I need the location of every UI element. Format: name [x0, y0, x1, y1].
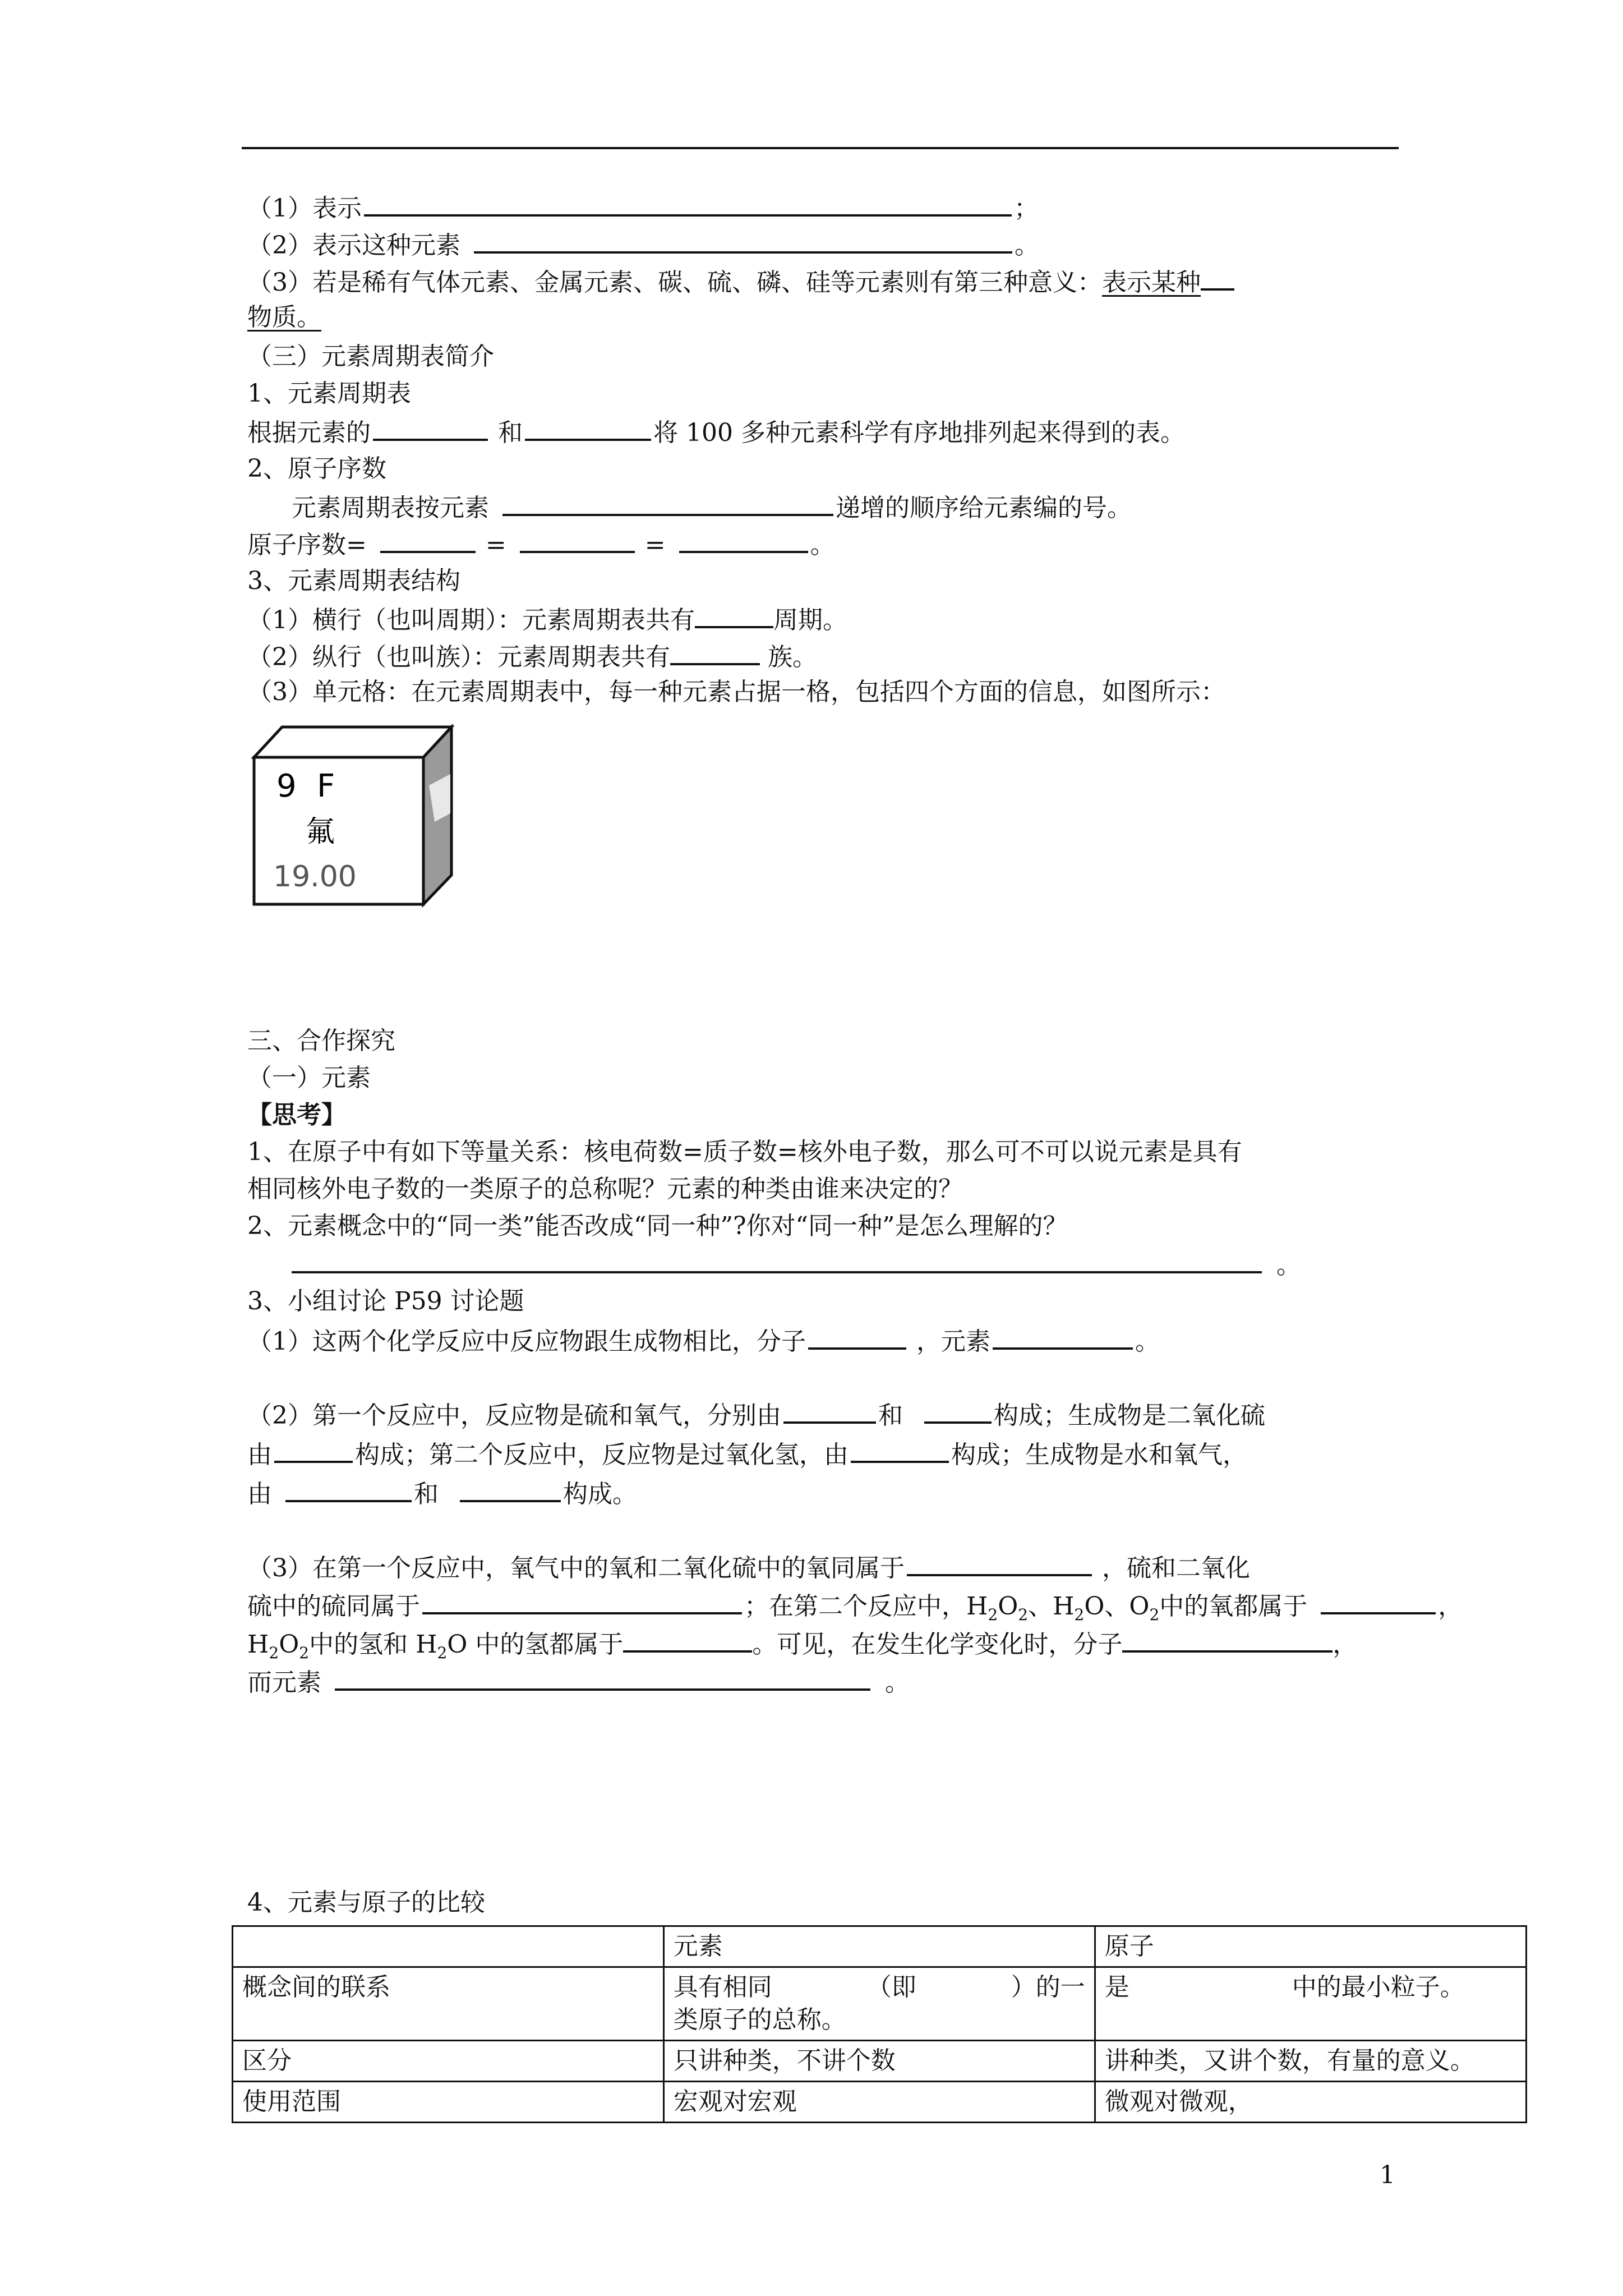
- underlined-answer: 物质。: [247, 303, 321, 332]
- label: （3）若是稀有气体元素、金属元素、碳、硫、磷、硅等元素则有第三种意义：: [247, 268, 1102, 297]
- element-tile-figure: [250, 724, 457, 909]
- label: （2）第一个反应中，反应物是硫和氧气，分别由: [247, 1401, 781, 1430]
- label: =: [485, 531, 506, 559]
- subheading: 1、元素周期表: [247, 379, 411, 408]
- label: （2）表示这种元素: [247, 231, 460, 260]
- blank[interactable]: [670, 638, 760, 665]
- label: ；在第二个反应中，H: [744, 1592, 988, 1621]
- table-cell: 只讲种类，不讲个数: [663, 2041, 1095, 2082]
- label: 周期。: [773, 606, 847, 634]
- label: （2）纵行（也叫族）：元素周期表共有: [247, 643, 670, 671]
- blank[interactable]: [851, 1436, 949, 1463]
- subscript: 2: [299, 1643, 310, 1662]
- blank[interactable]: [380, 526, 476, 553]
- subheading: 2、原子序数: [247, 454, 386, 483]
- atomic-number: 9: [276, 768, 297, 804]
- label: H: [247, 1630, 269, 1659]
- label: 和: [414, 1480, 439, 1508]
- text-line: [247, 1549, 1250, 1585]
- label: （即: [866, 1973, 916, 2001]
- label: 和: [498, 418, 523, 447]
- label: 硫中的硫同属于: [247, 1592, 420, 1621]
- text-line-1: [247, 190, 1039, 226]
- text-line: （3）单元格：在元素周期表中，每一种元素占据一格，包括四个方面的信息，如图所示：: [247, 678, 1225, 706]
- blank[interactable]: [1321, 1588, 1436, 1614]
- label: 构成；第二个反应中，反应物是过氧化氢，由: [355, 1441, 849, 1469]
- label: 构成；生成物是水和氧气，: [951, 1441, 1247, 1469]
- question-1b: 相同核外电子数的一类原子的总称呢？元素的种类由谁来决定的？: [247, 1175, 963, 1203]
- blank[interactable]: [335, 1664, 870, 1691]
- answer-line: [292, 1246, 1301, 1282]
- blank[interactable]: [924, 1397, 992, 1424]
- label: 和: [878, 1401, 903, 1430]
- subheading: 3、元素周期表结构: [247, 567, 460, 595]
- text-line: [247, 414, 1185, 450]
- blank[interactable]: [474, 227, 1012, 254]
- table-cell: 区分: [233, 2041, 664, 2082]
- label: 中的氧都属于: [1159, 1592, 1308, 1621]
- comparison-table: [232, 1925, 1527, 2123]
- table-header-cell: 原子: [1095, 1926, 1526, 1967]
- label: O: [279, 1630, 299, 1659]
- label: O 中的氢都属于: [447, 1630, 624, 1659]
- label: 具有相同: [673, 1973, 772, 2001]
- blank[interactable]: [783, 1397, 876, 1424]
- label: ，: [1332, 1630, 1358, 1659]
- text-line: [247, 601, 847, 637]
- label: =: [644, 531, 666, 559]
- blank[interactable]: [460, 1475, 561, 1502]
- text-line: [247, 1664, 910, 1700]
- subscript: 2: [988, 1605, 998, 1624]
- table-cell: [1095, 1967, 1526, 2041]
- text-line-2: [247, 227, 1039, 263]
- label: 构成。: [563, 1480, 637, 1508]
- section-heading: （三）元素周期表简介: [247, 342, 494, 371]
- subheading: （一）元素: [247, 1064, 371, 1092]
- blank[interactable]: [623, 1626, 752, 1653]
- label: 将 100 多种元素科学有序地排列起来得到的表。: [653, 418, 1185, 447]
- text-line: [247, 1436, 1247, 1472]
- table-cell: 使用范围: [233, 2082, 664, 2123]
- subscript: 2: [1018, 1605, 1029, 1624]
- table-row: [233, 2082, 1527, 2123]
- label: （3）在第一个反应中，氧气中的氧和二氧化硫中的氧同属于: [247, 1554, 905, 1582]
- label: 是: [1104, 1973, 1129, 2001]
- text-line: [247, 1323, 1160, 1359]
- table-cell: [663, 1967, 1095, 2041]
- label: 族。: [768, 643, 817, 671]
- text-line: [247, 1475, 637, 1511]
- think-heading: 【思考】: [247, 1101, 346, 1129]
- blank[interactable]: [520, 526, 635, 553]
- table-header-cell: 元素: [663, 1926, 1095, 1967]
- blank[interactable]: [502, 489, 833, 516]
- label: 。: [885, 1668, 910, 1697]
- label: 递增的顺序给元素编的号。: [836, 494, 1132, 522]
- blank: [1201, 264, 1234, 291]
- blank[interactable]: [292, 1246, 1262, 1273]
- cell-line: 类原子的总称。: [673, 2005, 846, 2034]
- blank[interactable]: [373, 414, 488, 441]
- label: ）的一: [1011, 1973, 1085, 2001]
- label: O: [998, 1592, 1018, 1621]
- atomic-mass: 19.00: [273, 860, 357, 894]
- table-row: [233, 1967, 1527, 2041]
- blank[interactable]: [525, 414, 651, 441]
- subscript: 2: [437, 1643, 448, 1662]
- section-heading: 三、合作探究: [247, 1027, 395, 1055]
- table-cell: 微观对微观，: [1095, 2082, 1526, 2123]
- question-3: 3、小组讨论 P59 讨论题: [247, 1287, 524, 1315]
- text-line-3: [247, 264, 1234, 300]
- label: （1）表示: [247, 194, 362, 223]
- blank[interactable]: [679, 526, 808, 553]
- text-line-4: [247, 301, 321, 334]
- element-symbol: F: [317, 768, 335, 804]
- table-cell: 讲种类，又讲个数，有量的意义。: [1095, 2041, 1526, 2082]
- element-name: 氟: [306, 815, 335, 849]
- blank[interactable]: [285, 1475, 412, 1502]
- label: 原子序数=: [247, 531, 367, 559]
- table-cell: [233, 1926, 664, 1967]
- page-number: 1: [1380, 2161, 1395, 2189]
- subscript: 2: [1149, 1605, 1160, 1624]
- subscript: 2: [269, 1643, 279, 1662]
- subheading: 4、元素与原子的比较: [247, 1888, 485, 1917]
- underlined-answer: 表示某种: [1102, 268, 1201, 297]
- label: 。: [1276, 1251, 1301, 1280]
- blank[interactable]: [422, 1588, 742, 1614]
- text-line: [247, 1588, 1463, 1632]
- blank[interactable]: [1122, 1626, 1332, 1653]
- subscript: 2: [1074, 1605, 1085, 1624]
- label: O、O: [1084, 1592, 1150, 1621]
- label: 而元素: [247, 1668, 321, 1697]
- text-line: [292, 489, 1132, 525]
- blank[interactable]: [993, 1323, 1133, 1350]
- label: ，: [1438, 1592, 1463, 1621]
- table-cell: 宏观对宏观: [663, 2082, 1095, 2123]
- label: 由: [247, 1441, 272, 1469]
- label: 、H: [1028, 1592, 1075, 1621]
- text-line: [247, 526, 835, 562]
- label: （1）横行（也叫周期）：元素周期表共有: [247, 606, 695, 634]
- label: 。可见，在发生化学变化时，分子: [752, 1630, 1123, 1659]
- label: ，硫和二氧化: [1102, 1554, 1250, 1582]
- blank[interactable]: [907, 1549, 1092, 1576]
- blank[interactable]: [808, 1323, 906, 1350]
- question-1a: 1、在原子中有如下等量关系：核电荷数=质子数=核外电子数，那么可不可以说元素是具有: [247, 1138, 1242, 1166]
- label: 构成；生成物是二氧化硫: [994, 1401, 1265, 1430]
- label: 中的最小粒子。: [1292, 1973, 1465, 2001]
- label: （1）这两个化学反应中反应物跟生成物相比，分子: [247, 1327, 806, 1356]
- label: ，元素: [916, 1327, 990, 1356]
- label: 。: [1135, 1327, 1160, 1356]
- label: 根据元素的: [247, 418, 371, 447]
- cell-line: [674, 1971, 1085, 2004]
- label: ；: [1014, 194, 1039, 223]
- table-row: [233, 2041, 1527, 2082]
- blank[interactable]: [695, 601, 773, 628]
- blank[interactable]: [274, 1436, 353, 1463]
- table-cell: 概念间的联系: [233, 1967, 664, 2041]
- label: 由: [247, 1480, 272, 1508]
- label: 中的氢和 H: [309, 1630, 437, 1659]
- text-line: [247, 1397, 1265, 1433]
- question-2: 2、元素概念中的“同一类”能否改成“同一种”?你对“同一种”是怎么理解的？: [247, 1212, 1068, 1240]
- header-rule: [242, 147, 1399, 149]
- tile-top-face: [254, 727, 451, 757]
- text-line: [247, 1626, 1357, 1670]
- label: 。: [810, 531, 835, 559]
- label: 元素周期表按元素: [292, 494, 489, 522]
- text-line: [247, 638, 817, 674]
- table-header-row: [233, 1926, 1527, 1967]
- blank[interactable]: [364, 190, 1012, 217]
- label: 。: [1015, 231, 1039, 260]
